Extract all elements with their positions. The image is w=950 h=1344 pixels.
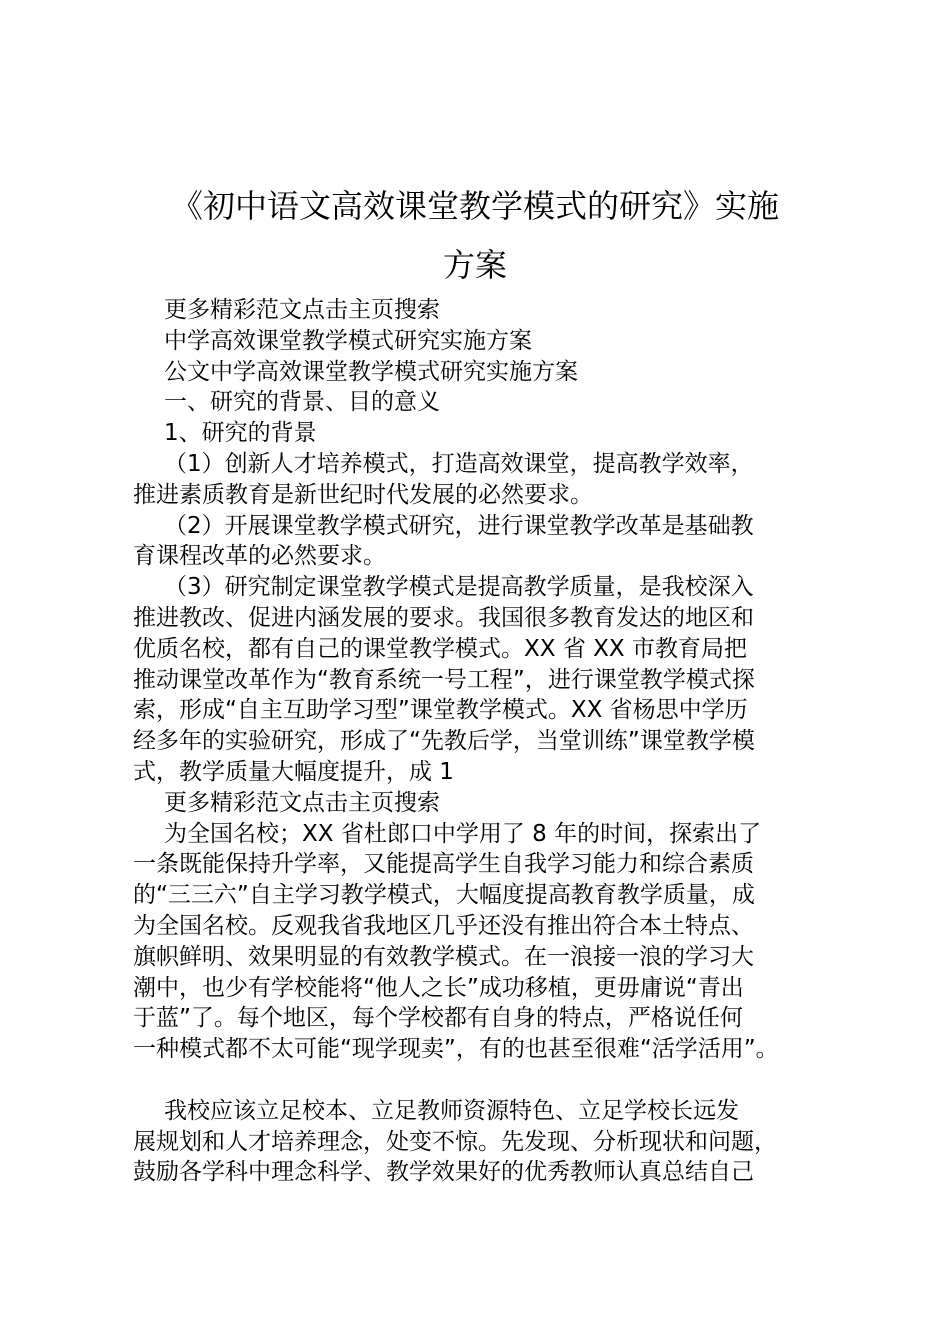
body-line: 旗帜鲜明、效果明显的有效教学模式。在一浪接一浪的学习大 [133, 943, 754, 970]
body-line: 推进教改、促进内涵发展的要求。我国很多教育发达的地区和 [133, 604, 754, 631]
document-title-line-1: 《初中语文高效课堂教学模式的研究》实施 [170, 187, 779, 225]
body-line: 更多精彩范文点击主页搜索 [164, 297, 440, 323]
body-line: 索，形成“自主互助学习型”课堂教学模式。XX 省杨思中学历 [133, 697, 748, 724]
body-line: 育课程改革的必然要求。 [133, 543, 386, 570]
body-line: （1）创新人才培养模式，打造高效课堂，提高教学效率， [164, 450, 754, 477]
body-line: 一条既能保持升学率，又能提高学生自我学习能力和综合素质 [133, 851, 754, 878]
body-line: 推进素质教育是新世纪时代发展的必然要求。 [133, 481, 593, 508]
body-line: 鼓励各学科中理念科学、教学效果好的优秀教师认真总结自己 [133, 1159, 754, 1186]
body-line: 式，教学质量大幅度提升，成 1 [133, 758, 454, 785]
body-line: 公文中学高效课堂教学模式研究实施方案 [164, 358, 578, 385]
body-line: 的“三三六”自主学习教学模式，大幅度提高教育教学质量，成 [133, 882, 755, 909]
paragraph-gap [133, 1065, 853, 1096]
body-line: 更多精彩范文点击主页搜索 [164, 789, 440, 816]
body-line: 经多年的实验研究，形成了“先教后学，当堂训练”课堂教学模 [133, 728, 755, 755]
body-line: 优质名校，都有自己的课堂教学模式。XX 省 XX 市教育局把 [133, 635, 747, 662]
body-line: 我校应该立足校本、立足教师资源特色、立足学校长远发 [164, 1097, 739, 1124]
body-line: 为全国名校。反观我省我地区几乎还没有推出符合本土特点、 [133, 912, 754, 939]
body-line: 推动课堂改革作为“教育系统一号工程”，进行课堂教学模式探 [133, 666, 755, 693]
body-line: 展规划和人才培养理念，处变不惊。先发现、分析现状和问题， [133, 1128, 777, 1155]
document-title-line-2: 方案 [442, 246, 507, 284]
body-line: 为全国名校；XX 省杜郎口中学用了 8 年的时间，探索出了 [164, 820, 762, 847]
body-line: （2）开展课堂教学模式研究，进行课堂教学改革是基础教 [164, 512, 754, 539]
body-line: （3）研究制定课堂教学模式是提高教学质量，是我校深入 [164, 574, 754, 601]
document-body [133, 295, 853, 1188]
subsection-heading: 1、研究的背景 [164, 420, 317, 447]
body-line: 一种模式都不太可能“现学现卖”，有的也甚至很难“活学活用”。 [133, 1036, 779, 1063]
section-heading: 一、研究的背景、目的意义 [164, 389, 440, 416]
body-line: 于蓝”了。每个地区，每个学校都有自身的特点，严格说任何 [133, 1005, 743, 1032]
body-line: 中学高效课堂教学模式研究实施方案 [164, 327, 532, 354]
body-line: 潮中，也少有学校能将“他人之长”成功移植，更毋庸说“青出 [133, 974, 744, 1001]
